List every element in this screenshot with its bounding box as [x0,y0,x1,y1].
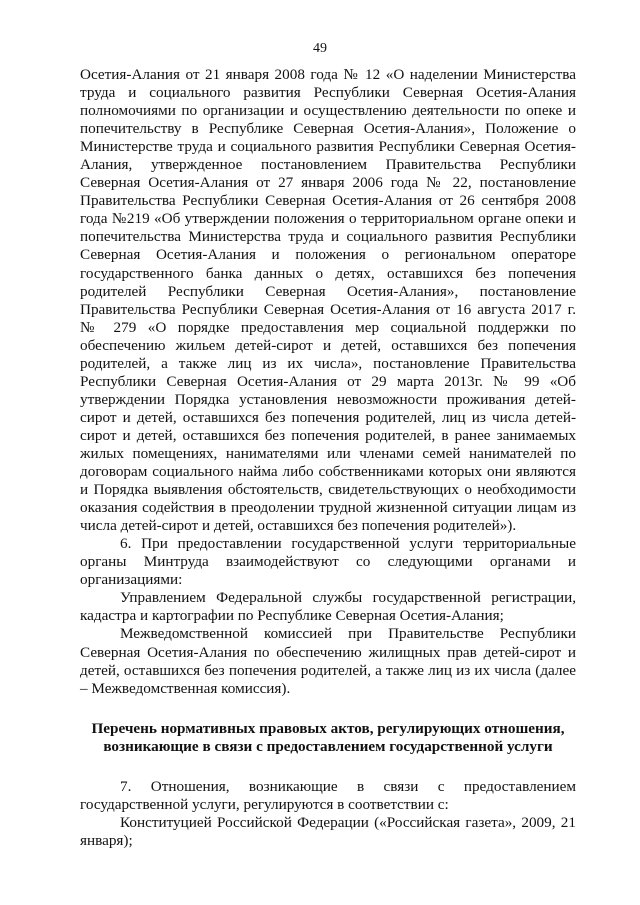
page-number: 49 [313,41,327,56]
paragraph-continuation: Осетия-Алания от 21 января 2008 года № 12 «О наделении Министерства труда и социального развития Республики Северная Осетия-Алания полномочиями по организации и осуществлению деятельности по опеке и попечительству в Республике Северная Осетия-Алания», Положение о Министерстве труда и социального развития Республики Северная Осетия-Алания, утвержденное постановлением Правительства Республики Северная Осетия-Алания от 27 января 2006 года № 22, постановление Правительства Республики Северная Осетия-Алания от 26 сентября 2008 года №219 «Об утверждении положения о территориальном органе опеки и попечительства Министерства труда и социального развития Республики Северная Осетия-Алания и положения о региональном операторе государственного банка данных о детях, оставшихся без попечения родителей Республики Северная Осетия-Алания», постановление Правительства Республики Северная Осетия-Алания от 16 августа 2017 г. № 279 «О порядке предоставления мер социальной поддержки по обеспечению жильем детей-сирот и детей, оставшихся без попечения родителей, а также лиц из их числа», постановление Правительства Республики Северная Осетия-Алания от 29 марта 2013г. № 99 «Об утверждении Порядка установления невозможности проживания детей-сирот и детей, оставшихся без попечения родителей, лиц из числа детей-сирот и детей, оставшихся без попечения родителей, в ранее занимаемых жилых помещениях, нанимателями или членами семей нанимателей по договорам социального найма либо собственниками которых они являются и Порядка выявления обстоятельств, свидетельствующих о необходимости оказания содействия в преодолении трудной жизненной ситуации лицам из числа детей-сирот и детей, оставшихся без попечения родителей»). [80,66,576,535]
paragraph-constitution: Конституцией Российской Федерации («Российская газета», 2009, 21 января); [80,813,576,849]
paragraph-item-6: 6. При предоставлении государственной услуги территориальные органы Минтруда взаимодействуют со следующими органами и организациями: [80,535,576,589]
paragraph-rosreestr: Управлением Федеральной службы государственной регистрации, кадастра и картографии по Республике Северная Осетия-Алания; [80,589,576,625]
paragraph-item-7: 7. Отношения, возникающие в связи с предоставлением государственной услуги, регулируются в соответствии с: [80,777,576,813]
section-heading: Перечень нормативных правовых актов, регулирующих отношения, возникающие в связи с предоставлением государственной услуги [91,719,565,755]
document-body [80,66,576,850]
paragraph-commission: Межведомственной комиссией при Правительстве Республики Северная Осетия-Алания по обеспечению жилищных прав детей-сирот и детей, оставшихся без попечения родителей, а также лиц из их числа (далее – Межведомственная комиссия). [80,625,576,697]
